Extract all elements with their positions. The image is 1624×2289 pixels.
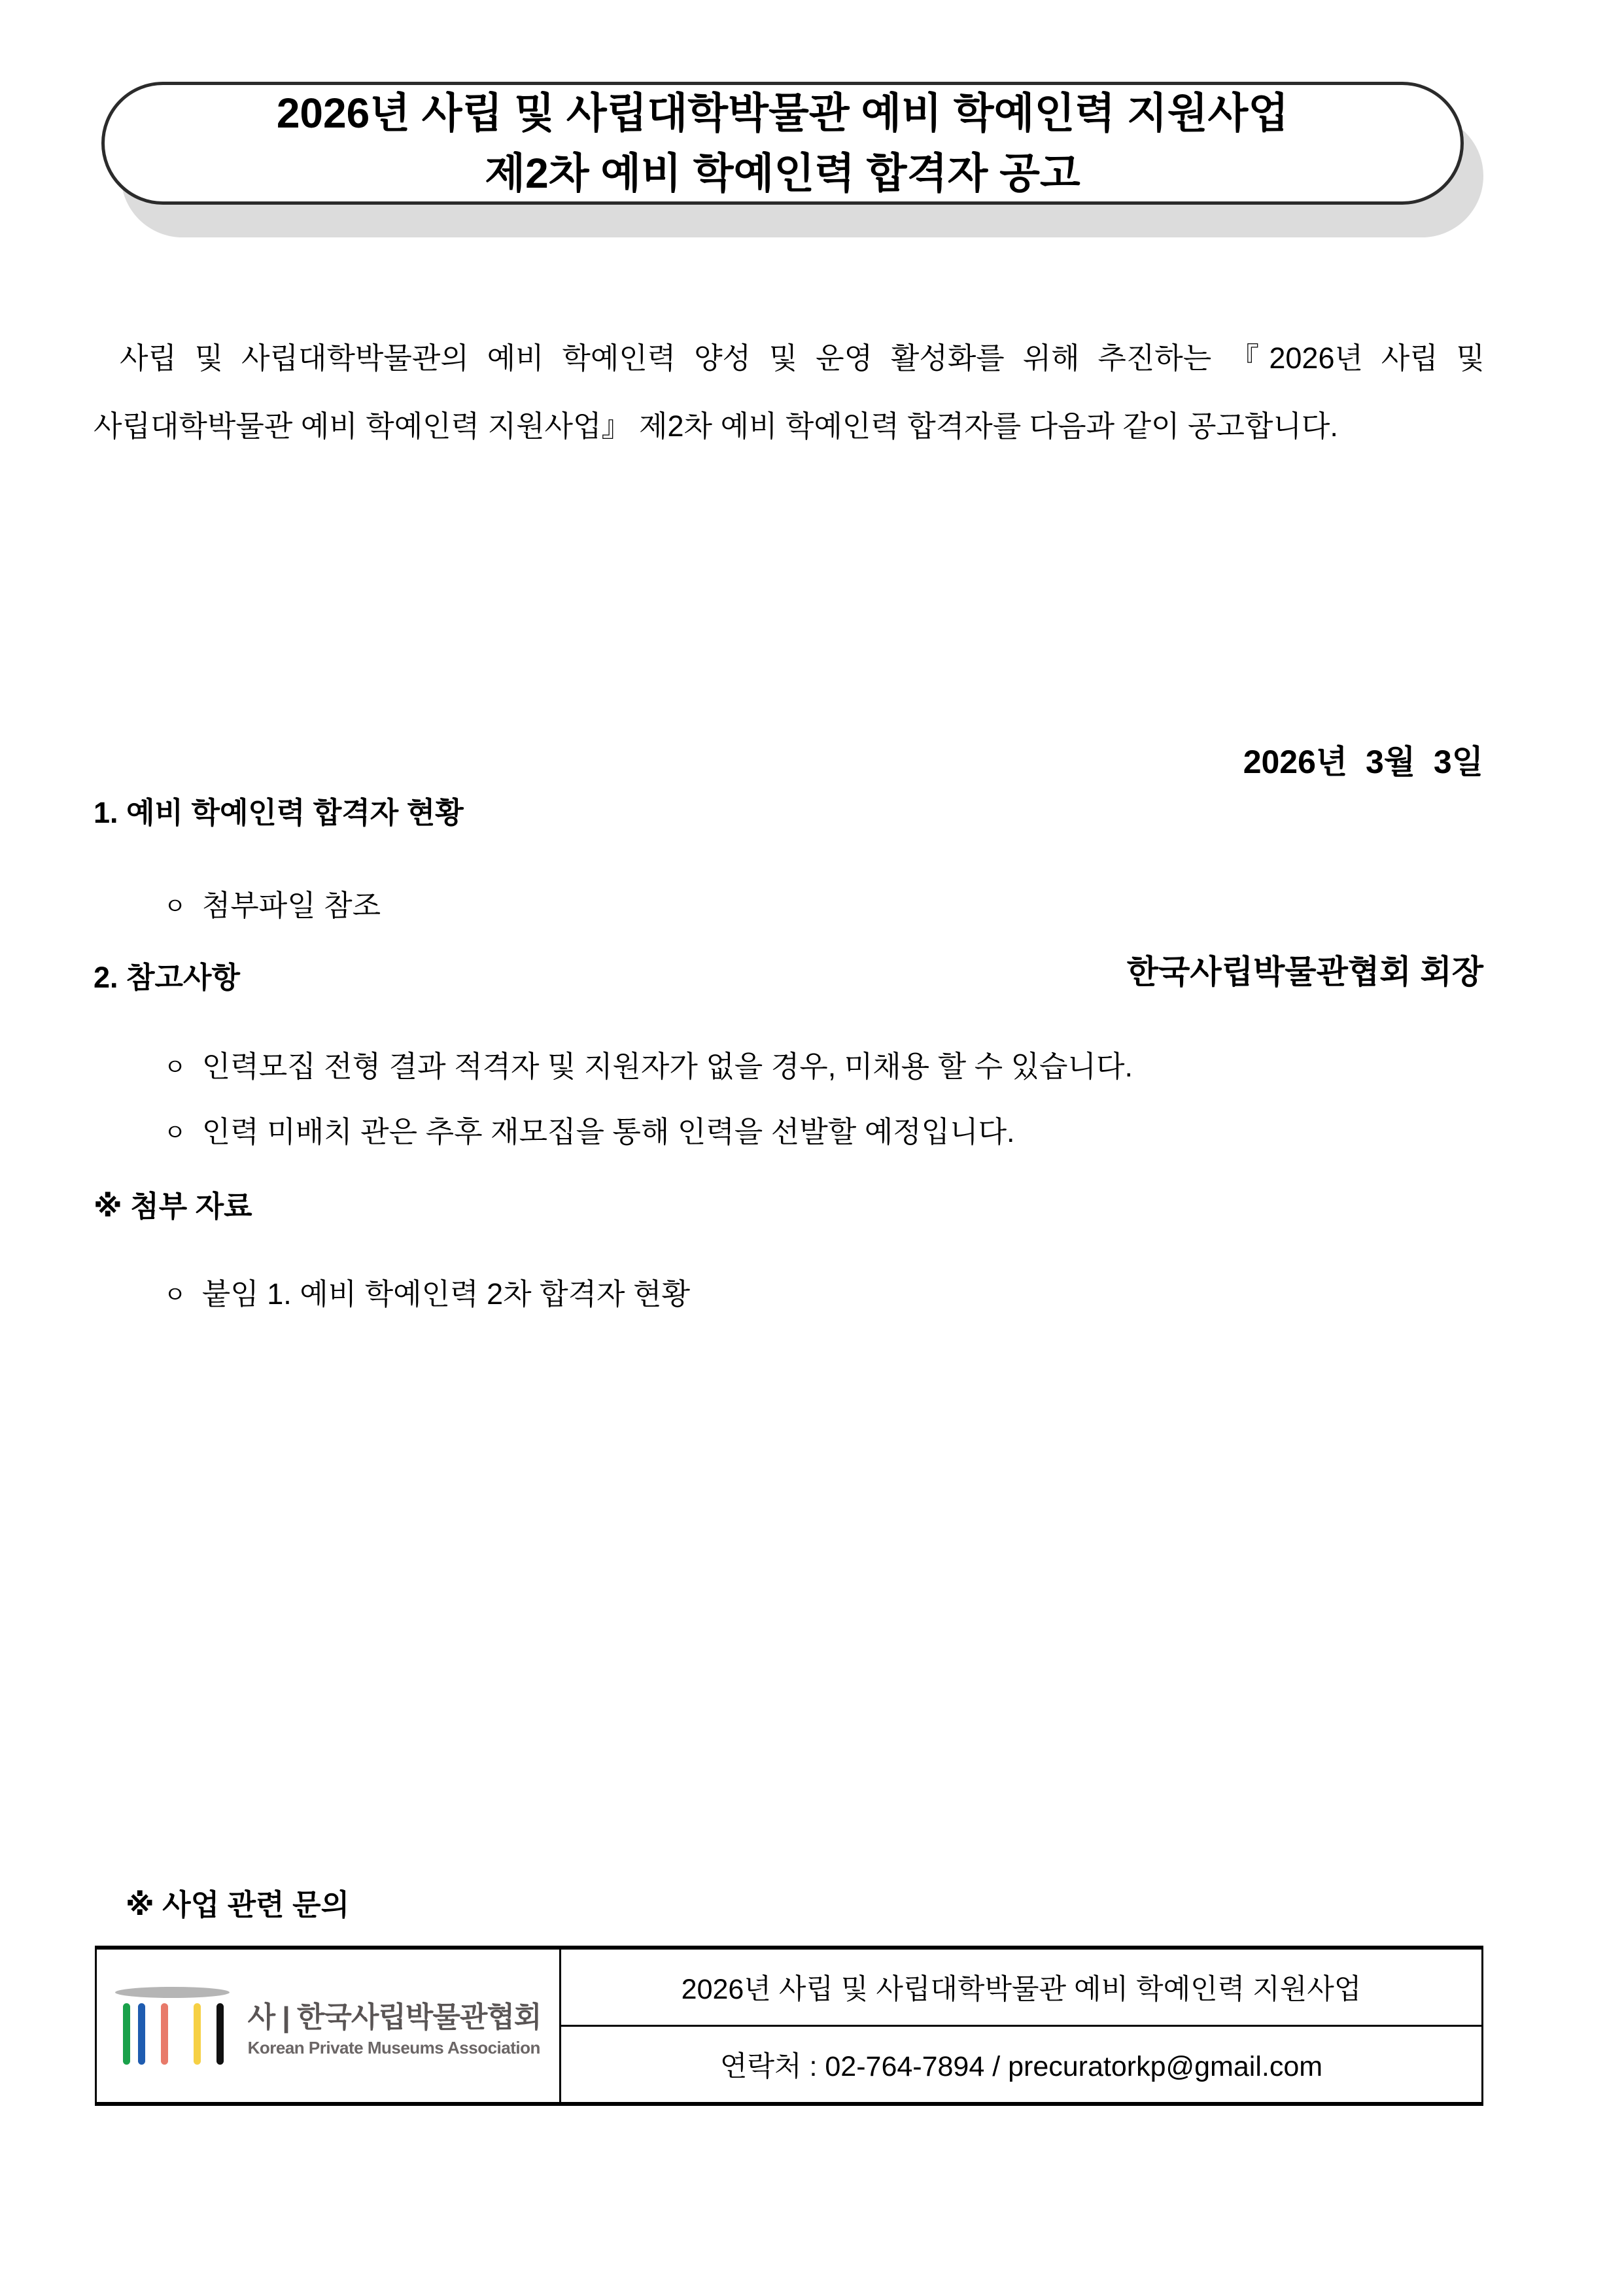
attachments-heading: ※ 첨부 자료: [94, 1190, 252, 1223]
org-name-english: Korean Private Museums Association: [247, 2038, 540, 2057]
title-banner: [101, 82, 1464, 205]
bullet-text: 인력 미배치 관은 추후 재모집을 통해 인력을 선발할 예정입니다.: [201, 1115, 1015, 1148]
contact-table: [95, 1946, 1483, 2106]
attachments-item-1: [131, 1236, 1485, 1347]
intro-paragraph: 사립 및 사립대학박물관의 예비 학예인력 양성 및 운영 활성화를 위해 추진하는 『2026년 사립 및 사립대학박물관 예비 학예인력 지원사업』 제2차 예비 학예인력 합격자를 다음과 같이 공고합니다.: [94, 341, 1485, 443]
contact-cell: [561, 1950, 1481, 2102]
logo-bar-green: [123, 2003, 130, 2065]
contact-line: 연락처 : 02-764-7894 / precuratorkp@gmail.com: [719, 2051, 1323, 2082]
bullet-marker: ㅇ: [164, 1119, 186, 1146]
logo-roof-shape: [115, 1987, 230, 1998]
org-logo-cell: [97, 1950, 561, 2102]
museum-pillars-icon: [115, 1985, 230, 2067]
logo-bar-coral: [161, 2003, 168, 2065]
section-2-item-2: [131, 1074, 1485, 1184]
bullet-text: 붙임 1. 예비 학예인력 2차 합격자 현황: [201, 1277, 690, 1311]
bullet-text: 인력모집 전형 결과 적격자 및 지원자가 없을 경우, 미채용 할 수 있습니다.: [201, 1050, 1133, 1083]
logo-bar-blue: [138, 2003, 145, 2065]
org-name-block: [248, 1993, 542, 2058]
bullet-text: 첨부파일 참조: [201, 889, 381, 922]
section-2-heading: 2. 참고사항: [94, 961, 240, 994]
kpma-logo: [115, 1985, 542, 2067]
section-1-item-1: [131, 848, 1485, 958]
issuer-name: 한국사립박물관협회 회장: [1126, 954, 1483, 990]
bullet-marker: ㅇ: [164, 1281, 186, 1308]
announcement-date: 2026년 3월 3일: [1243, 744, 1483, 780]
inquiry-heading: ※ 사업 관련 문의: [126, 1888, 350, 1921]
title-line-1: 2026년 사립 및 사립대학박물관 예비 학예인력 지원사업: [276, 90, 1289, 137]
title-line-2: 제2차 예비 학예인력 합격자 공고: [485, 150, 1080, 197]
program-name: 2026년 사립 및 사립대학박물관 예비 학예인력 지원사업: [561, 1950, 1481, 2027]
logo-bar-black: [216, 2003, 224, 2065]
org-name-korean: 사 | 한국사립박물관협회: [247, 2001, 542, 2033]
bullet-marker: ㅇ: [164, 893, 186, 920]
bullet-marker: ㅇ: [164, 1054, 186, 1080]
logo-bar-yellow: [194, 2003, 201, 2065]
section-1-heading: 1. 예비 학예인력 합격자 현황: [94, 796, 464, 829]
